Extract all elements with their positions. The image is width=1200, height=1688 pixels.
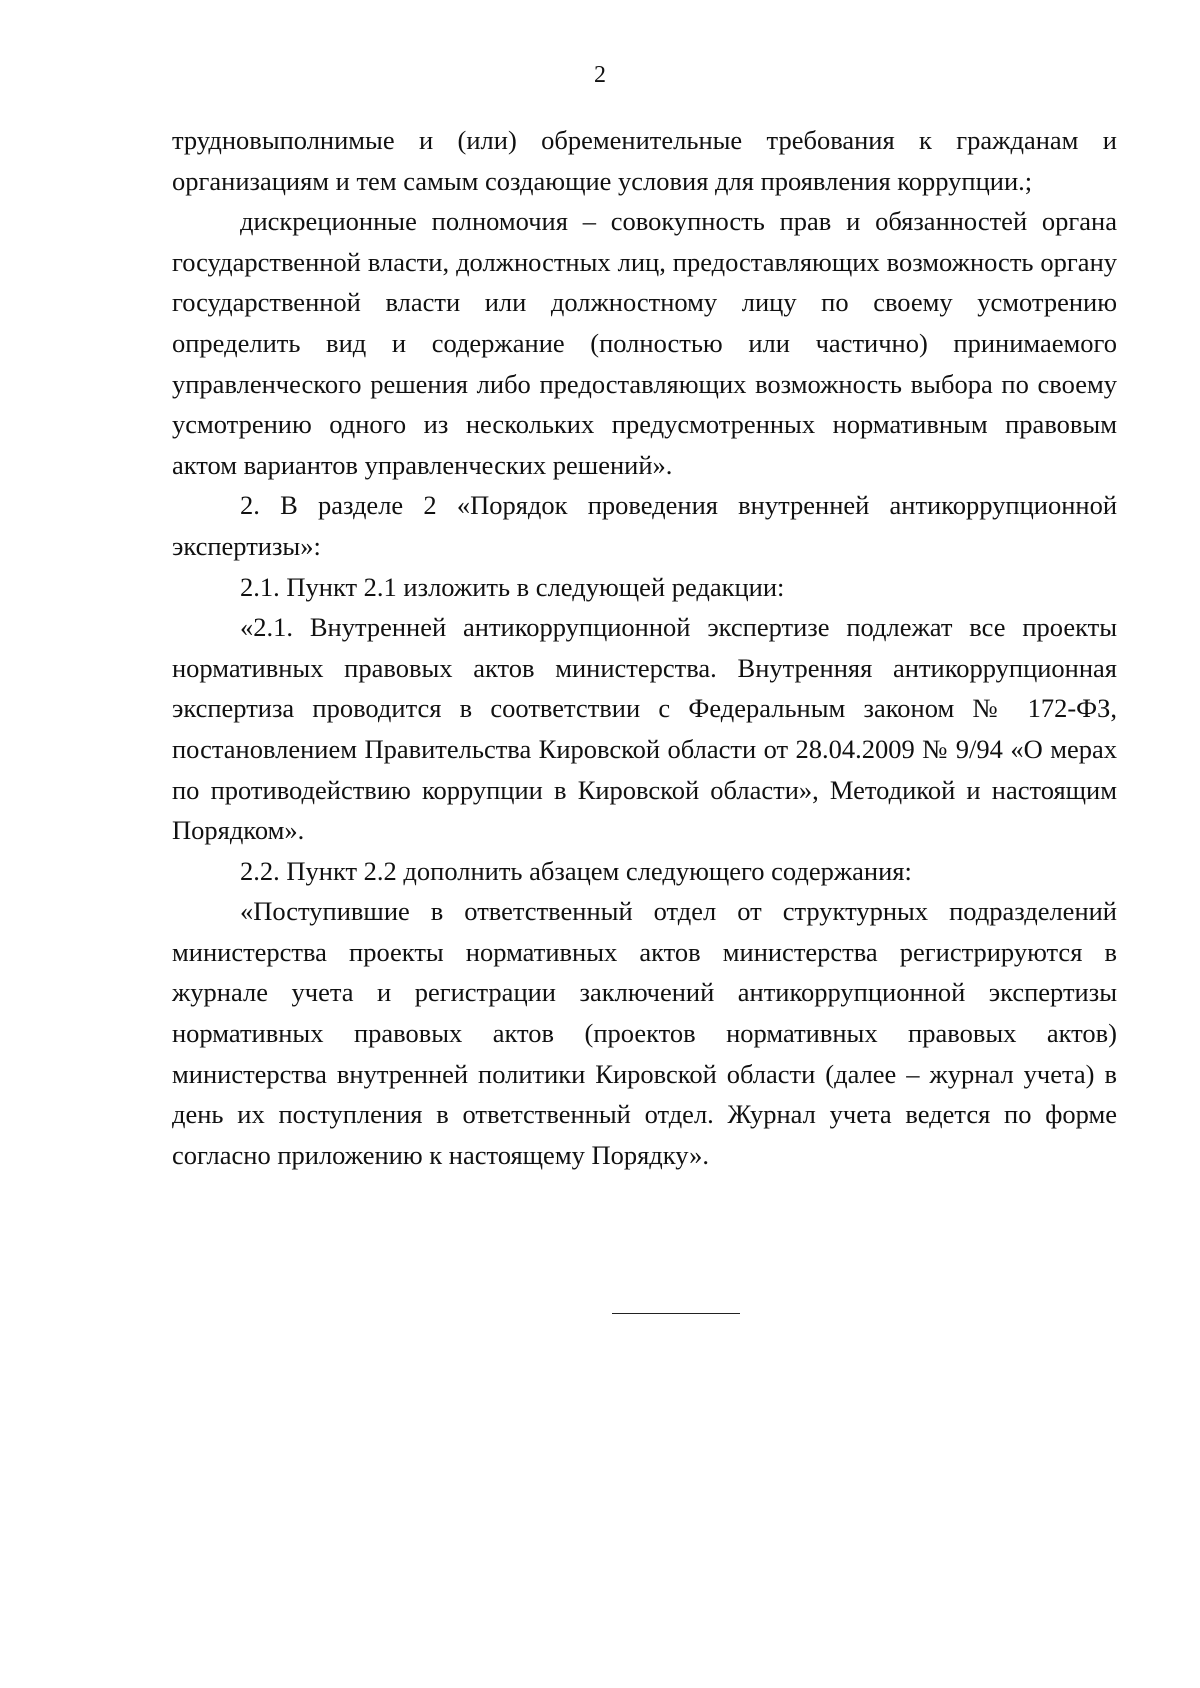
paragraph-item-2-2: 2.2. Пункт 2.2 дополнить абзацем следующего содержания: (240, 855, 912, 886)
page-number: 2 (594, 62, 606, 88)
paragraph-item-2-1-text: «2.1. Внутренней антикоррупционной экспертизе подлежат все проекты нормативных правовых актов министерства. Внутренняя антикоррупционная экспертиза проводится в соответствии с Федеральным законом № 172-ФЗ, постановлением Правительства Кировской области от 28.04.2009 № 9/94 «О мерах по противодействию коррупции в Кировской области», Методикой и настоящим Порядком». (172, 612, 1117, 846)
end-separator-line (612, 1313, 740, 1314)
document-body (172, 120, 1117, 1175)
paragraph-section-2: 2. В разделе 2 «Порядок проведения внутренней антикоррупционной экспертизы»: (172, 490, 1117, 561)
paragraph-item-2-1: 2.1. Пункт 2.1 изложить в следующей редакции: (240, 571, 785, 602)
paragraph-discretionary-powers: дискреционные полномочия – совокупность прав и обязанностей органа государственной власти, должностных лиц, предоставляющих возможность органу государственной власти или должностному лицу по своему усмотрению определить вид и содержание (полностью или частично) принимаемого управленческого решения либо предоставляющих возможность выбора по своему усмотрению одного из нескольких предусмотренных нормативным правовым актом вариантов управленческих решений». (172, 206, 1117, 480)
paragraph-item-2-2-text: «Поступившие в ответственный отдел от структурных подразделений министерства проекты нормативных актов министерства регистрируются в журнале учета и регистрации заключений антикоррупционной экспертизы нормативных правовых актов (проектов нормативных правовых актов) министерства внутренней политики Кировской области (далее – журнал учета) в день их поступления в ответственный отдел. Журнал учета ведется по форме согласно приложению к настоящему Порядку». (172, 896, 1117, 1170)
paragraph-continuation: трудновыполнимые и (или) обременительные требования к гражданам и организациям и тем самым создающие условия для проявления коррупции.; (172, 125, 1117, 196)
